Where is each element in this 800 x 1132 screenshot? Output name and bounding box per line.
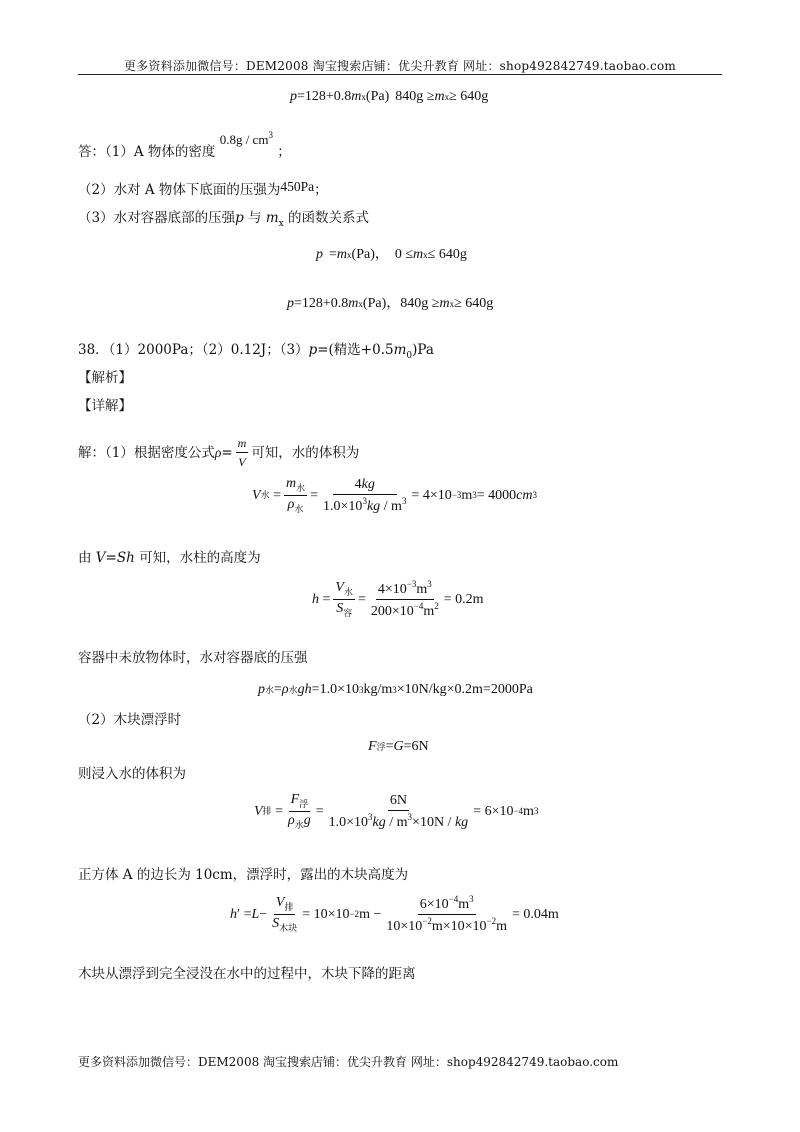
detail-heading: 【详解】: [78, 398, 132, 414]
equation-buoyancy: F 浮 = G =6N: [368, 739, 429, 754]
step-2: 由 V=Sh 可知，水柱的高度为: [78, 550, 261, 566]
equation-displaced-volume: V 排 = $F_浮$ $\rho_水g$ = 6N $1.0\times 10^3kg / m^3\times 10N$ / kg = 6×10 −4 m 3: [254, 792, 539, 830]
step-3: 容器中未放物体时，水对容器底的压强: [78, 650, 308, 666]
page-header: 更多资料添加微信号：DEM2008 淘宝搜索店铺：优尖升教育 网址：shop492842749.taobao.com: [124, 59, 676, 73]
q38-answer-line: 38．（1）2000Pa；（2）0.12J；（3）p=(精选$+0.5m_0)Pa$: [78, 342, 434, 361]
answer-3: （3）水对容器底部的压强p 与 $m_x$ 的函数关系式: [78, 210, 370, 229]
equation-f2: p =128+0.8 m x (Pa)，840g ≥ m x ≥ 640g: [287, 296, 494, 311]
step-7: 木块从漂浮到完全浸没在水中的过程中，木块下降的距离: [78, 966, 416, 982]
equation-height: h = $V_水$ $S_容$ = $4\times 10^{-3}m^3$ $200\times 10^{-4}m^2$ = 0.2m: [312, 579, 484, 619]
equation-f1: p = m x (Pa)， 0 ≤ m x ≤ 640g: [316, 247, 467, 262]
equation-top: p =128+0.8 m x (Pa) 840g ≥ m x ≥ 640g: [290, 89, 489, 104]
analysis-heading: 【解析】: [78, 370, 132, 386]
step-5: 则浸入水的体积为: [78, 766, 186, 782]
answer-2: （2）水对 A 物体下底面的压强为450Pa；: [78, 179, 328, 198]
equation-pressure: p 水 = ρ 水 gh =1.0×10 3 kg/m 3 ×10N/kg×0.2m=2000Pa: [258, 682, 533, 697]
step-4: （2）木块漂浮时: [78, 712, 182, 728]
equation-exposed-height: h ′ = L − $V_排$ $S_{木块}$ = 10×10 −2 m − $6\times 10^{-4}m^3$ $10\times 10^{-2}m\times 10\times 10^{-2}m$ = 0.04m: [230, 894, 559, 934]
header-divider: [78, 74, 722, 75]
equation-volume: V 水 = $m_水$ $\rho_水$ = 4kg $1.0\times 10^3kg / m^3$ = 4×10 −3 m 3 = 4000 cm 3: [252, 476, 537, 514]
step-1: 解：（1）根据密度公式 ρ = m V 可知，水的体积为: [78, 436, 360, 470]
step-6: 正方体 A 的边长为 10cm，漂浮时，露出的木块高度为: [78, 867, 409, 883]
page-footer: 更多资料添加微信号：DEM2008 淘宝搜索店铺：优尖升教育 网址：shop492842749.taobao.com: [78, 1055, 619, 1069]
answer-1: 答：（1）A 物体的密度 $0.8g / cm^3$ ；: [78, 130, 291, 160]
